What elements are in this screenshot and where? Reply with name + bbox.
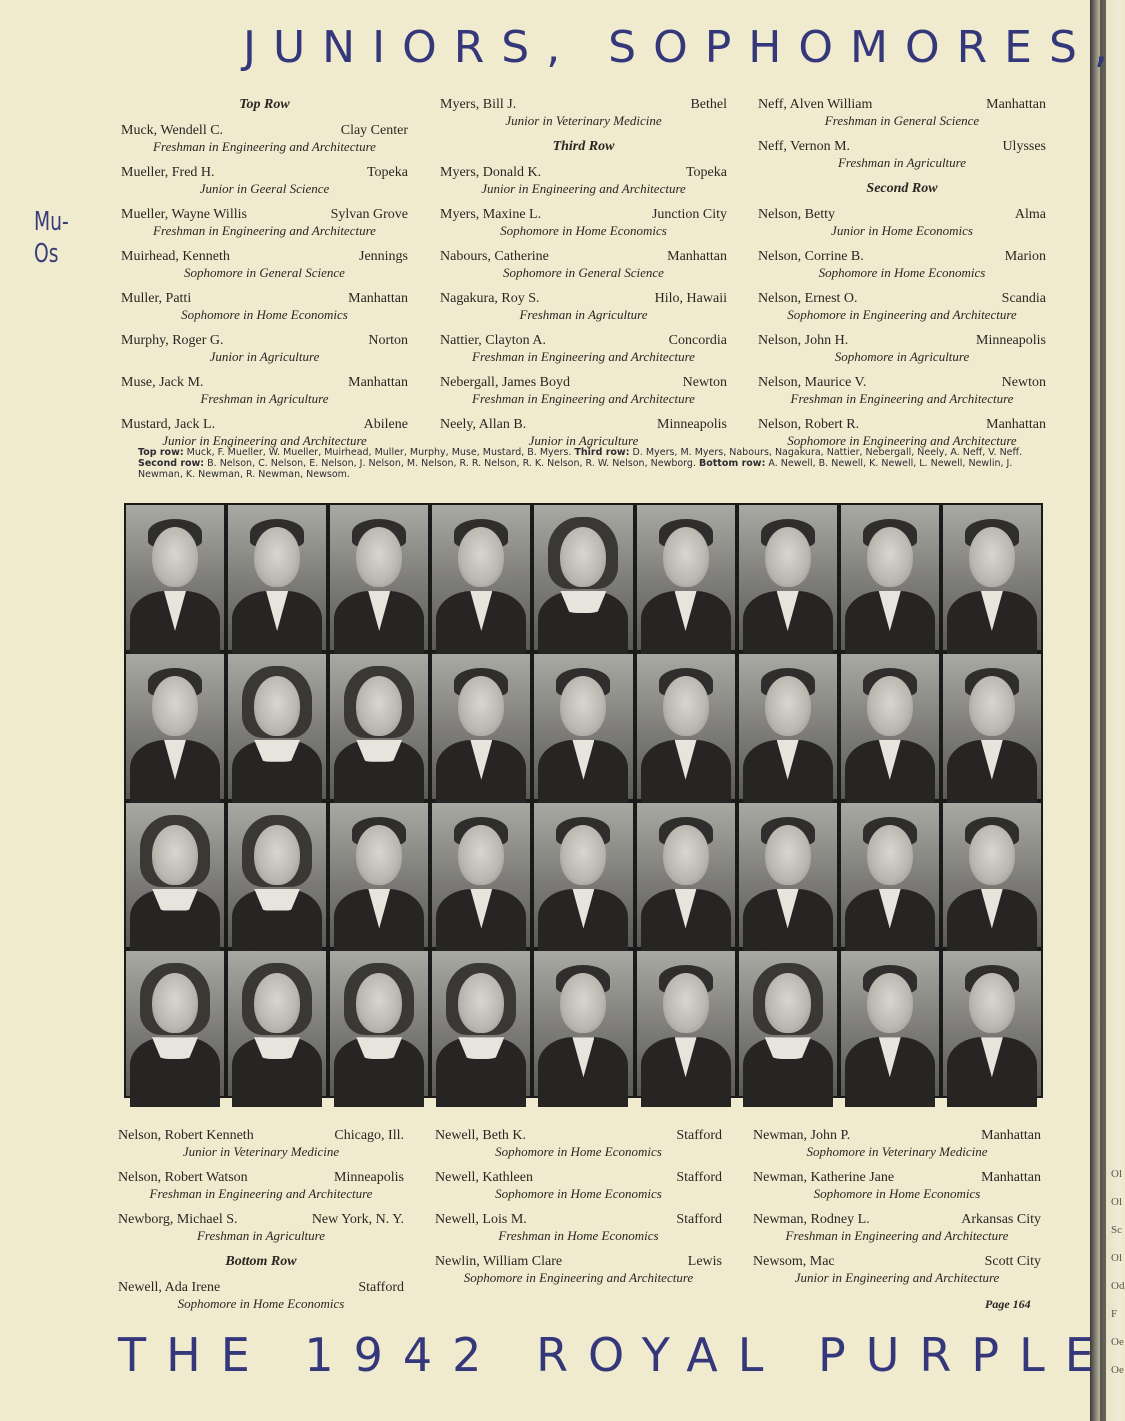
student-name: Newsom, Mac — [753, 1254, 835, 1269]
student-portrait — [330, 505, 428, 650]
hometown: Chicago, Ill. — [334, 1128, 404, 1143]
student-portrait — [637, 951, 735, 1096]
hometown: Stafford — [358, 1280, 404, 1295]
student-portrait — [432, 951, 530, 1096]
student-portrait — [126, 654, 224, 799]
student-portrait — [841, 951, 939, 1096]
student-name: Newman, Rodney L. — [753, 1212, 870, 1227]
class-and-school: Sophomore in General Science — [184, 265, 345, 280]
alphabet-tab-line1: Mu- — [34, 207, 69, 237]
student-entry — [753, 1128, 1041, 1159]
class-and-school: Sophomore in Home Economics — [177, 1296, 345, 1311]
top-column-3 — [758, 97, 1046, 459]
portrait-head — [560, 825, 606, 885]
class-and-school: Junior in Engineering and Architecture — [794, 1270, 1000, 1285]
student-entry — [440, 97, 727, 128]
class-and-school: Freshman in Engineering and Architecture — [153, 223, 376, 238]
row-heading: Third Row — [552, 139, 615, 154]
caption-text-second: B. Nelson, C. Nelson, E. Nelson, J. Nelson, M. Nelson, R. R. Nelson, R. K. Nelson, R. W. Nelson, Newborg. — [207, 458, 696, 469]
caption-text-third: D. Myers, M. Myers, Nabours, Nagakura, Nattier, Nebergall, Neely, A. Neff, V. Neff. — [632, 447, 1023, 458]
caption-label-second: Second row: — [138, 458, 205, 469]
footer-title: THE 1942 ROYAL PURPLE — [118, 1328, 1114, 1382]
student-portrait — [330, 951, 428, 1096]
student-entry — [121, 207, 408, 238]
class-and-school: Freshman in Engineering and Architecture — [149, 1186, 373, 1201]
bottom-column-2 — [435, 1128, 722, 1296]
student-portrait — [228, 654, 326, 799]
portrait-head — [560, 676, 606, 736]
student-entry — [440, 375, 727, 406]
portrait-head — [969, 527, 1015, 587]
class-and-school: Freshman in Agriculture — [837, 155, 967, 170]
margin-mark: Od — [1111, 1280, 1125, 1292]
student-entry — [121, 291, 408, 322]
class-and-school: Freshman in Engineering and Architecture — [472, 391, 695, 406]
student-name: Nelson, Corrine B. — [758, 249, 864, 264]
hometown: Newton — [682, 375, 727, 390]
portrait-head — [765, 527, 811, 587]
portrait-head — [663, 825, 709, 885]
hometown: Scandia — [1001, 291, 1046, 306]
student-name: Mueller, Fred H. — [121, 165, 215, 180]
student-name: Nattier, Clayton A. — [440, 333, 546, 348]
student-entry — [435, 1212, 722, 1243]
bottom-column-3 — [753, 1128, 1041, 1296]
student-portrait — [841, 803, 939, 948]
bottom-column-1 — [118, 1128, 404, 1322]
class-and-school: Freshman in Engineering and Architecture — [153, 139, 376, 154]
class-and-school: Sophomore in Engineering and Architecture — [463, 1270, 694, 1285]
hometown: Stafford — [676, 1170, 722, 1185]
student-entry — [758, 417, 1046, 448]
hometown: Minneapolis — [657, 417, 727, 432]
hometown: Marion — [1004, 249, 1046, 264]
class-and-school: Freshman in Agriculture — [200, 391, 329, 406]
student-name: Muse, Jack M. — [121, 375, 204, 390]
student-name: Murphy, Roger G. — [121, 333, 224, 348]
hometown: Norton — [368, 333, 408, 348]
portrait-head — [560, 973, 606, 1033]
class-and-school: Junior in Veterinary Medicine — [182, 1144, 340, 1159]
binding-shadow — [1100, 0, 1106, 1421]
portrait-head — [152, 973, 198, 1033]
row-heading: Top Row — [239, 97, 290, 112]
student-name: Newlin, William Clare — [435, 1254, 563, 1269]
student-name: Nelson, Ernest O. — [758, 291, 858, 306]
hometown: Manhattan — [348, 291, 408, 306]
class-and-school: Junior in Agriculture — [209, 349, 320, 364]
portrait-head — [458, 973, 504, 1033]
student-entry — [440, 417, 727, 448]
student-name: Muller, Patti — [121, 291, 192, 306]
student-name: Nelson, John H. — [758, 333, 849, 348]
student-name: Neff, Vernon M. — [758, 139, 851, 154]
student-portrait — [943, 803, 1041, 948]
portrait-head — [867, 825, 913, 885]
portrait-head — [152, 527, 198, 587]
student-entry — [753, 1254, 1041, 1285]
hometown: Stafford — [676, 1212, 722, 1227]
student-entry — [440, 249, 727, 280]
caption-label-top: Top row: — [138, 447, 184, 458]
hometown: Topeka — [366, 165, 408, 180]
class-and-school: Sophomore in Home Economics — [181, 307, 348, 322]
portrait-head — [254, 676, 300, 736]
portrait-head — [458, 825, 504, 885]
student-entry — [758, 291, 1046, 322]
portrait-head — [969, 973, 1015, 1033]
top-column-1 — [121, 97, 408, 459]
student-name: Neely, Allan B. — [440, 417, 527, 432]
margin-mark: Ol — [1111, 1196, 1122, 1208]
class-and-school: Junior in Agriculture — [528, 433, 639, 448]
student-entry — [435, 1170, 722, 1201]
student-portrait — [943, 951, 1041, 1096]
student-portrait — [228, 951, 326, 1096]
student-entry — [121, 375, 408, 406]
hometown: Newton — [1001, 375, 1046, 390]
student-entry — [758, 97, 1046, 128]
alphabet-tab-line2: Os — [34, 239, 59, 269]
student-entry — [753, 1212, 1041, 1243]
hometown: Minneapolis — [976, 333, 1046, 348]
student-portrait — [534, 951, 632, 1096]
student-entry — [440, 165, 727, 196]
student-name: Muirhead, Kenneth — [121, 249, 230, 264]
class-and-school: Junior in Engineering and Architecture — [162, 433, 367, 448]
student-entry — [118, 1280, 404, 1311]
student-name: Myers, Maxine L. — [440, 207, 542, 222]
top-column-2 — [440, 97, 727, 459]
page-number: Page 164 — [985, 1297, 1031, 1311]
student-name: Newman, Katherine Jane — [753, 1170, 895, 1185]
student-name: Myers, Donald K. — [440, 165, 542, 180]
student-entry — [121, 249, 408, 280]
margin-mark: Ol — [1111, 1252, 1122, 1264]
student-name: Nagakura, Roy S. — [440, 291, 540, 306]
portrait-head — [867, 527, 913, 587]
caption-label-bottom: Bottom row: — [699, 458, 766, 469]
student-name: Muck, Wendell C. — [121, 123, 224, 138]
student-portrait — [228, 505, 326, 650]
portrait-head — [765, 825, 811, 885]
hometown: Minneapolis — [334, 1170, 404, 1185]
next-page-margin-marks — [1111, 1160, 1124, 1384]
photo-caption — [138, 447, 1043, 480]
student-entry — [121, 417, 408, 448]
portrait-grid — [124, 503, 1043, 1098]
hometown: Alma — [1014, 207, 1046, 222]
student-entry — [435, 1128, 722, 1159]
class-and-school: Sophomore in Home Economics — [495, 1186, 662, 1201]
student-portrait — [534, 505, 632, 650]
hometown: Manhattan — [667, 249, 727, 264]
portrait-head — [254, 825, 300, 885]
row-heading: Bottom Row — [225, 1254, 297, 1269]
student-name: Myers, Bill J. — [440, 97, 517, 112]
student-entry — [440, 333, 727, 364]
student-entry — [758, 333, 1046, 364]
class-and-school: Freshman in Agriculture — [196, 1228, 326, 1243]
student-portrait — [330, 654, 428, 799]
hometown: Scott City — [984, 1254, 1041, 1269]
row-heading: Second Row — [866, 181, 938, 196]
hometown: Bethel — [690, 97, 727, 112]
hometown: Manhattan — [981, 1128, 1041, 1143]
student-name: Nelson, Betty — [758, 207, 835, 222]
class-and-school: Sophomore in General Science — [503, 265, 664, 280]
portrait-head — [356, 676, 402, 736]
student-portrait — [126, 951, 224, 1096]
class-and-school: Sophomore in Home Economics — [818, 265, 986, 280]
portrait-head — [254, 973, 300, 1033]
hometown: Manhattan — [348, 375, 408, 390]
student-entry — [118, 1212, 404, 1243]
student-name: Nelson, Robert R. — [758, 417, 860, 432]
hometown: Sylvan Grove — [330, 207, 408, 222]
class-and-school: Junior in Engineering and Architecture — [481, 181, 686, 196]
portrait-head — [356, 973, 402, 1033]
class-and-school: Junior in Home Economics — [831, 223, 973, 238]
student-portrait — [739, 951, 837, 1096]
class-and-school: Sophomore in Home Economics — [500, 223, 667, 238]
student-portrait — [330, 803, 428, 948]
student-name: Nelson, Maurice V. — [758, 375, 867, 390]
class-and-school: Sophomore in Engineering and Architecture — [787, 433, 1017, 448]
hometown: Stafford — [676, 1128, 722, 1143]
student-name: Nebergall, James Boyd — [440, 375, 570, 390]
portrait-head — [867, 676, 913, 736]
hometown: Jennings — [359, 249, 408, 264]
hometown: Clay Center — [340, 123, 408, 138]
portrait-head — [356, 527, 402, 587]
class-and-school: Freshman in Engineering and Architecture — [472, 349, 695, 364]
student-portrait — [637, 505, 735, 650]
portrait-head — [356, 825, 402, 885]
hometown: Manhattan — [986, 417, 1046, 432]
portrait-head — [663, 973, 709, 1033]
hometown: Junction City — [651, 207, 727, 222]
portrait-head — [969, 676, 1015, 736]
hometown: Ulysses — [1002, 139, 1046, 154]
class-and-school: Freshman in Engineering and Architecture — [785, 1228, 1009, 1243]
student-entry — [121, 333, 408, 364]
student-portrait — [126, 803, 224, 948]
student-name: Newell, Beth K. — [435, 1128, 526, 1143]
caption-text-top: Muck, F. Mueller, W. Mueller, Muirhead, Muller, Murphy, Muse, Mustard, B. Myers. — [186, 447, 572, 458]
class-and-school: Sophomore in Home Economics — [813, 1186, 981, 1201]
student-portrait — [432, 505, 530, 650]
student-name: Newell, Ada Irene — [118, 1280, 221, 1295]
caption-label-third: Third row: — [574, 447, 630, 458]
portrait-head — [458, 676, 504, 736]
hometown: Hilo, Hawaii — [654, 291, 727, 306]
student-name: Mustard, Jack L. — [121, 417, 216, 432]
student-entry — [758, 207, 1046, 238]
class-and-school: Sophomore in Home Economics — [495, 1144, 662, 1159]
margin-mark: F — [1111, 1308, 1118, 1320]
class-and-school: Sophomore in Veterinary Medicine — [806, 1144, 988, 1159]
student-name: Mueller, Wayne Willis — [121, 207, 247, 222]
student-portrait — [637, 654, 735, 799]
hometown: Concordia — [668, 333, 727, 348]
student-portrait — [841, 654, 939, 799]
student-name: Neff, Alven William — [758, 97, 873, 112]
class-and-school: Sophomore in Agriculture — [834, 349, 970, 364]
hometown: Abilene — [363, 417, 408, 432]
caption-text-bottom: A. Newell, B. Newell, K. Newell, L. Newell, Newlin, J. Newman, K. Newman, R. Newman, Newsom. — [138, 458, 1013, 480]
student-entry — [758, 249, 1046, 280]
portrait-head — [254, 527, 300, 587]
portrait-head — [765, 676, 811, 736]
class-and-school: Freshman in Engineering and Architecture — [790, 391, 1014, 406]
margin-mark: Sc — [1111, 1224, 1122, 1236]
portrait-head — [152, 825, 198, 885]
student-portrait — [739, 803, 837, 948]
student-portrait — [534, 803, 632, 948]
class-and-school: Sophomore in Engineering and Architecture — [787, 307, 1017, 322]
portrait-head — [765, 973, 811, 1033]
portrait-head — [152, 676, 198, 736]
student-portrait — [432, 654, 530, 799]
student-portrait — [739, 505, 837, 650]
hometown: Manhattan — [986, 97, 1046, 112]
class-and-school: Freshman in Home Economics — [498, 1228, 659, 1243]
student-portrait — [943, 505, 1041, 650]
portrait-head — [969, 825, 1015, 885]
class-and-school: Junior in Veterinary Medicine — [505, 113, 662, 128]
alphabet-tab — [34, 206, 69, 270]
hometown: New York, N. Y. — [311, 1212, 404, 1227]
portrait-head — [663, 527, 709, 587]
student-portrait — [739, 654, 837, 799]
student-entry — [118, 1128, 404, 1159]
student-name: Newell, Lois M. — [435, 1212, 527, 1227]
student-name: Newborg, Michael S. — [118, 1212, 238, 1227]
student-entry — [118, 1170, 404, 1201]
hometown: Lewis — [687, 1254, 722, 1269]
hometown: Manhattan — [981, 1170, 1041, 1185]
student-entry — [758, 375, 1046, 406]
student-portrait — [432, 803, 530, 948]
student-entry — [758, 139, 1046, 170]
class-and-school: Freshman in General Science — [824, 113, 980, 128]
page-headline: JUNIORS, SOPHOMORES, — [243, 22, 1125, 73]
margin-mark: Ol — [1111, 1168, 1122, 1180]
hometown: Arkansas City — [961, 1212, 1041, 1227]
portrait-head — [560, 527, 606, 587]
student-name: Nelson, Robert Kenneth — [118, 1128, 254, 1143]
portrait-head — [867, 973, 913, 1033]
student-entry — [435, 1254, 722, 1285]
class-and-school: Junior in Geeral Science — [199, 181, 330, 196]
class-and-school: Freshman in Agriculture — [519, 307, 648, 322]
student-entry — [121, 165, 408, 196]
student-entry — [440, 207, 727, 238]
student-entry — [753, 1170, 1041, 1201]
student-name: Newman, John P. — [753, 1128, 851, 1143]
student-name: Newell, Kathleen — [435, 1170, 533, 1185]
hometown: Topeka — [685, 165, 727, 180]
student-portrait — [534, 654, 632, 799]
student-entry — [121, 123, 408, 154]
student-portrait — [637, 803, 735, 948]
student-portrait — [943, 654, 1041, 799]
student-portrait — [841, 505, 939, 650]
margin-mark: Oe — [1111, 1336, 1124, 1348]
student-name: Nabours, Catherine — [440, 249, 549, 264]
margin-mark: Oe — [1111, 1364, 1124, 1376]
student-portrait — [126, 505, 224, 650]
portrait-head — [458, 527, 504, 587]
student-entry — [440, 291, 727, 322]
student-name: Nelson, Robert Watson — [118, 1170, 248, 1185]
student-portrait — [228, 803, 326, 948]
portrait-head — [663, 676, 709, 736]
